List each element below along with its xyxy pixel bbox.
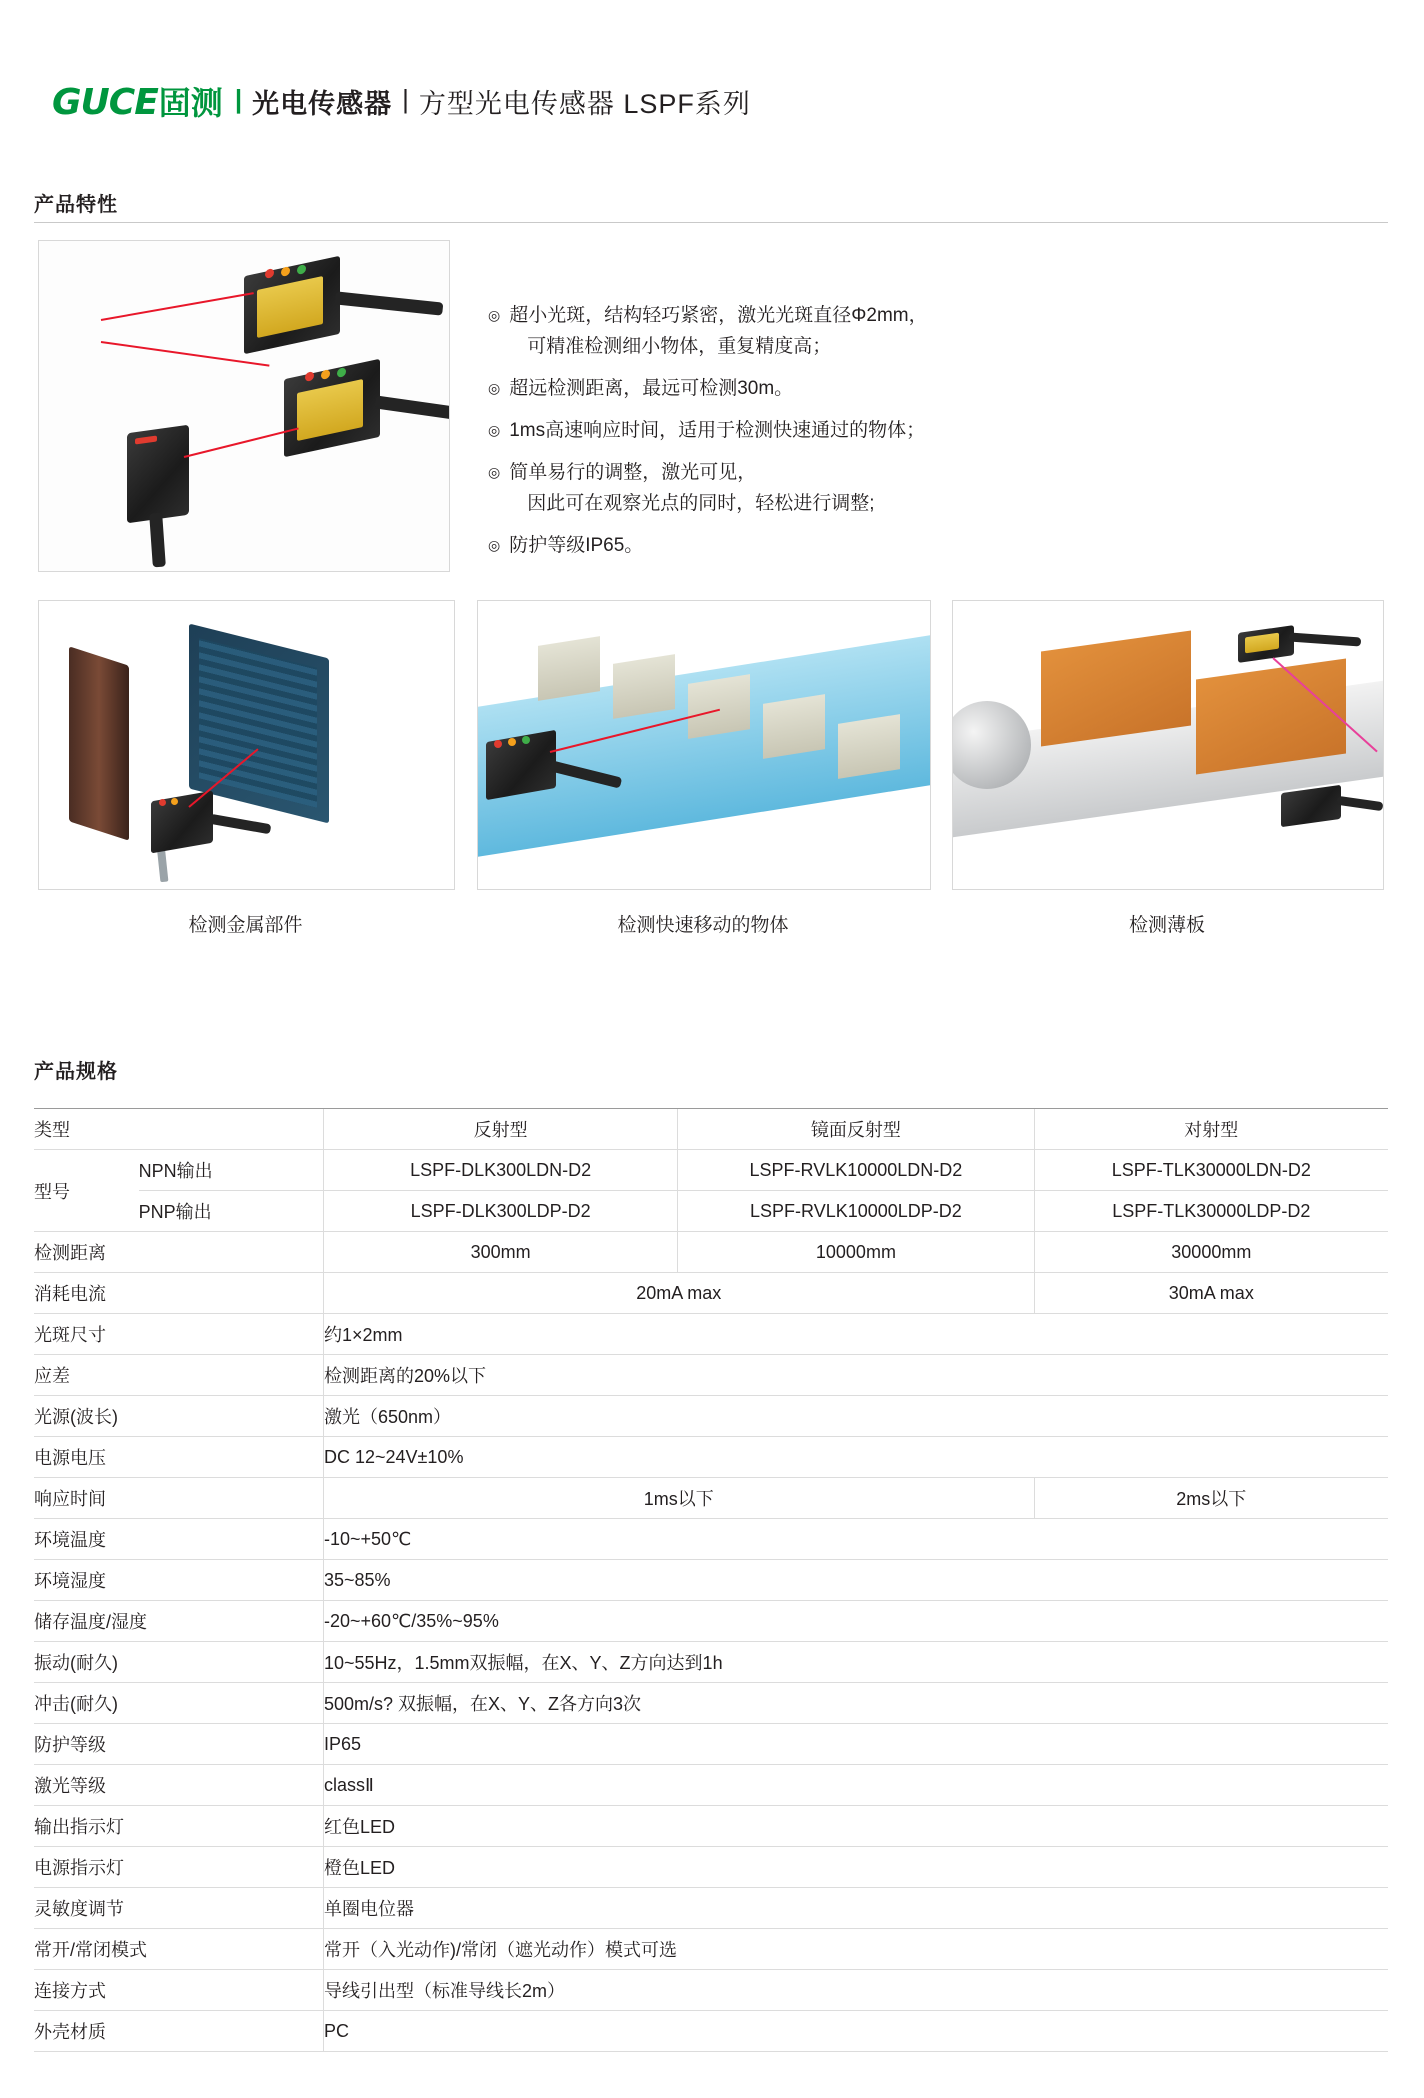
feature-bullet	[488, 300, 1328, 362]
box-4	[763, 694, 825, 759]
table-row	[34, 1806, 1388, 1847]
spec-label-spot-size: 光斑尺寸	[34, 1314, 323, 1355]
spec-value-sensitivity: 单圈电位器	[323, 1888, 1388, 1929]
bullet-marker-icon: ◎	[488, 380, 501, 396]
table-row	[34, 1191, 1388, 1232]
spec-value-storage: -20~+60℃/35%~95%	[323, 1601, 1388, 1642]
metal-profile-dark	[69, 646, 129, 840]
sensor-led-orange	[171, 798, 178, 805]
feature-bullet-text	[509, 300, 1328, 362]
laser-beam-1	[101, 292, 254, 321]
bullet-marker-icon: ◎	[488, 537, 501, 553]
spec-value-housing-material: PC	[323, 2011, 1388, 2052]
feature-bullet-text	[509, 457, 1328, 519]
spec-label-housing-material: 外壳材质	[34, 2011, 323, 2052]
product-specifications-table	[34, 1108, 1388, 2052]
feature-bullet-list	[488, 300, 1328, 572]
spec-label-ambient-temp: 环境温度	[34, 1519, 323, 1560]
spec-type-retroreflective: 镜面反射型	[678, 1109, 1034, 1150]
sensor-lower-cable	[1337, 796, 1384, 811]
sensor-lower-body	[1281, 785, 1341, 827]
application-photo-moving-objects	[477, 600, 931, 890]
table-row	[34, 1724, 1388, 1765]
sensor-middle-cable	[374, 395, 450, 419]
sensor-lower-cable	[149, 513, 166, 568]
spec-distance-throughbeam: 30000mm	[1034, 1232, 1388, 1273]
spec-distance-retroreflective: 10000mm	[678, 1232, 1034, 1273]
spec-value-output-indicator: 红色LED	[323, 1806, 1388, 1847]
spec-label-output-indicator: 输出指示灯	[34, 1806, 323, 1847]
table-row	[34, 1109, 1388, 1150]
feature-bullet	[488, 530, 1328, 561]
spec-value-ambient-humidity: 35~85%	[323, 1560, 1388, 1601]
logo-latin-text: GUCE	[52, 82, 158, 123]
features-section-title: 产品特性	[34, 194, 118, 216]
spec-value-hysteresis: 检测距离的20%以下	[323, 1355, 1388, 1396]
feature-bullet	[488, 373, 1328, 404]
spec-model-pnp-retroreflective: LSPF-RVLK10000LDP-D2	[678, 1191, 1034, 1232]
spec-current-span: 20mA max	[323, 1273, 1034, 1314]
feature-bullet-line1: 1ms高速响应时间，适用于检测快速通过的物体；	[509, 420, 926, 441]
box-3	[688, 674, 750, 739]
spec-response-throughbeam: 2ms以下	[1034, 1478, 1388, 1519]
logo-chinese-text: 固测	[158, 84, 223, 122]
sensor-led-orange	[508, 738, 516, 746]
feature-bullet-line2: 可精准检测细小物体，重复精度高；	[527, 336, 832, 357]
product-photo-main	[38, 240, 450, 572]
box-2	[613, 654, 675, 719]
spec-response-span: 1ms以下	[323, 1478, 1034, 1519]
sensor-cable	[209, 814, 272, 835]
spec-model-pnp-reflective: LSPF-DLK300LDP-D2	[323, 1191, 677, 1232]
feature-bullet-line1: 简单易行的调整，激光可见，	[509, 462, 757, 483]
spec-label-ambient-humidity: 环境湿度	[34, 1560, 323, 1601]
sensor-led-green	[522, 736, 530, 744]
table-row	[34, 2011, 1388, 2052]
table-row	[34, 1355, 1388, 1396]
feature-bullet-text	[509, 373, 1328, 404]
spec-model-pnp-throughbeam: LSPF-TLK30000LDP-D2	[1034, 1191, 1388, 1232]
spec-value-light-source: 激光（650nm）	[323, 1396, 1388, 1437]
table-row	[34, 1929, 1388, 1970]
table-row	[34, 1847, 1388, 1888]
spec-value-no-nc-mode: 常开（入光动作)/常闭（遮光动作）模式可选	[323, 1929, 1388, 1970]
header-divider-2: |	[402, 83, 409, 114]
features-section-rule	[34, 222, 1388, 223]
table-row	[34, 1642, 1388, 1683]
spec-type-reflective: 反射型	[323, 1109, 677, 1150]
bullet-marker-icon: ◎	[488, 307, 501, 323]
specs-section-title: 产品规格	[34, 1061, 118, 1083]
spec-model-npn-reflective: LSPF-DLK300LDN-D2	[323, 1150, 677, 1191]
feature-bullet-line2: 因此可在观察光点的同时，轻松进行调整;	[527, 493, 875, 514]
table-row	[34, 1765, 1388, 1806]
spec-label-type: 类型	[34, 1109, 323, 1150]
spec-value-laser-class: classⅡ	[323, 1765, 1388, 1806]
spec-current-throughbeam: 30mA max	[1034, 1273, 1388, 1314]
table-row	[34, 1519, 1388, 1560]
feature-bullet	[488, 457, 1328, 519]
spec-label-pnp: PNP输出	[139, 1191, 324, 1232]
table-row	[34, 1478, 1388, 1519]
spec-type-throughbeam: 对射型	[1034, 1109, 1388, 1150]
brand-logo	[52, 78, 223, 124]
photo-caption: 检测金属部件	[188, 915, 303, 936]
spec-distance-reflective: 300mm	[323, 1232, 677, 1273]
spec-label-response-time: 响应时间	[34, 1478, 323, 1519]
table-row	[34, 1970, 1388, 2011]
sensor-led-red	[494, 740, 502, 748]
feature-bullet-line1: 超小光斑，结构轻巧紧密，激光光斑直径Φ2mm，	[509, 305, 928, 326]
spec-label-laser-class: 激光等级	[34, 1765, 323, 1806]
spec-value-vibration: 10~55Hz，1.5mm双振幅，在X、Y、Z方向达到1h	[323, 1642, 1388, 1683]
feature-bullet-line1: 防护等级IP65。	[509, 535, 644, 556]
table-row	[34, 1560, 1388, 1601]
sensor-led-red	[159, 799, 166, 806]
table-row	[34, 1888, 1388, 1929]
spec-label-light-source: 光源(波长)	[34, 1396, 323, 1437]
header-series: 方型光电传感器 LSPF系列	[418, 88, 751, 119]
spec-label-detection-distance: 检测距离	[34, 1232, 323, 1273]
spec-label-voltage: 电源电压	[34, 1437, 323, 1478]
bullet-marker-icon: ◎	[488, 422, 501, 438]
header-divider-1: |	[234, 83, 243, 114]
box-5	[838, 714, 900, 779]
table-row	[34, 1314, 1388, 1355]
spec-label-npn: NPN输出	[139, 1150, 324, 1191]
spec-label-current: 消耗电流	[34, 1273, 323, 1314]
application-photo-thin-plate	[952, 600, 1384, 890]
table-row	[34, 1150, 1388, 1191]
spec-label-power-indicator: 电源指示灯	[34, 1847, 323, 1888]
feature-bullet	[488, 415, 1328, 446]
table-row	[34, 1601, 1388, 1642]
sensor-upper-cable	[335, 291, 444, 315]
feature-bullet-text	[509, 530, 1328, 561]
page-header	[52, 78, 1372, 124]
spec-value-power-indicator: 橙色LED	[323, 1847, 1388, 1888]
spec-value-connection: 导线引出型（标准导线长2m）	[323, 1970, 1388, 2011]
spec-label-sensitivity: 灵敏度调节	[34, 1888, 323, 1929]
spec-label-connection: 连接方式	[34, 1970, 323, 2011]
table-row	[34, 1437, 1388, 1478]
spec-value-ambient-temp: -10~+50℃	[323, 1519, 1388, 1560]
table-row	[34, 1683, 1388, 1724]
feature-bullet-line1: 超远检测距离，最远可检测30m。	[509, 378, 794, 399]
spec-model-npn-retroreflective: LSPF-RVLK10000LDN-D2	[678, 1150, 1034, 1191]
spec-value-spot-size: 约1×2mm	[323, 1314, 1388, 1355]
spec-value-voltage: DC 12~24V±10%	[323, 1437, 1388, 1478]
header-category: 光电传感器	[252, 88, 393, 119]
application-photo-metal-parts	[38, 600, 455, 890]
spec-label-storage: 储存温度/湿度	[34, 1601, 323, 1642]
laser-beam-3	[184, 427, 299, 457]
sensor-upper-cable	[1289, 632, 1361, 646]
spec-label-no-nc-mode: 常开/常闭模式	[34, 1929, 323, 1970]
spec-label-hysteresis: 应差	[34, 1355, 323, 1396]
spec-label-vibration: 振动(耐久)	[34, 1642, 323, 1683]
spec-value-shock: 500m/s? 双振幅，在X、Y、Z各方向3次	[323, 1683, 1388, 1724]
bullet-marker-icon: ◎	[488, 464, 501, 480]
photo-caption: 检测快速移动的物体	[617, 915, 789, 936]
table-row	[34, 1396, 1388, 1437]
table-row	[34, 1273, 1388, 1314]
spec-value-protection: IP65	[323, 1724, 1388, 1765]
table-row	[34, 1232, 1388, 1273]
spec-model-npn-throughbeam: LSPF-TLK30000LDN-D2	[1034, 1150, 1388, 1191]
photo-caption: 检测薄板	[1128, 915, 1205, 936]
spec-label-shock: 冲击(耐久)	[34, 1683, 323, 1724]
spec-label-protection: 防护等级	[34, 1724, 323, 1765]
box-1	[538, 636, 600, 701]
feature-bullet-text	[509, 415, 1328, 446]
spec-label-model: 型号	[34, 1150, 139, 1232]
